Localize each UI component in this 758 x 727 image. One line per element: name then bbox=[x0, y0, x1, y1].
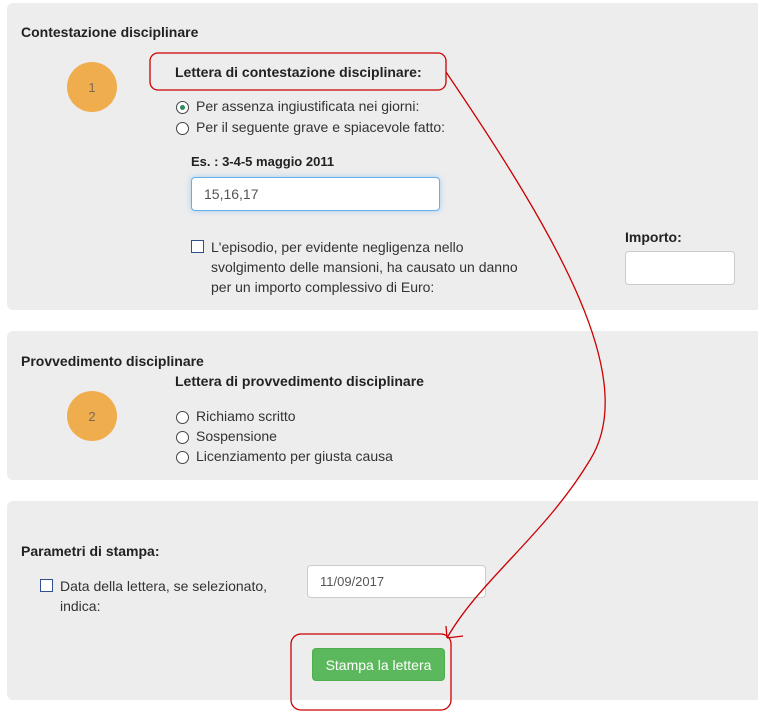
radio-fatto-label: Per il seguente grave e spiacevole fatto: bbox=[196, 119, 446, 135]
date-checkbox-row[interactable] bbox=[40, 576, 280, 616]
section1-title: Contestazione disciplinare bbox=[21, 24, 199, 40]
radio-richiamo-control[interactable] bbox=[176, 411, 189, 424]
radio-fatto[interactable] bbox=[176, 119, 445, 135]
step-1-badge: 1 bbox=[67, 62, 117, 112]
amount-input[interactable] bbox=[625, 251, 735, 285]
damage-checkbox-row[interactable] bbox=[191, 237, 531, 297]
radio-richiamo-label: Richiamo scritto bbox=[196, 408, 296, 424]
example-hint: Es. : 3-4-5 maggio 2011 bbox=[191, 154, 335, 169]
radio-assenza[interactable] bbox=[176, 98, 419, 114]
radio-sospensione-label: Sospensione bbox=[196, 428, 277, 444]
radio-licenziamento-control[interactable] bbox=[176, 451, 189, 464]
radio-assenza-control[interactable] bbox=[176, 101, 189, 114]
damage-checkbox-label: L'episodio, per evidente negligenza nello svolgimento delle mansioni, ha causato un danno per un importo complessivo di Euro: bbox=[211, 239, 518, 295]
section2-title: Provvedimento disciplinare bbox=[21, 353, 204, 369]
date-checkbox-label: Data della lettera, se selezionato, indica: bbox=[60, 578, 268, 614]
radio-licenziamento-label: Licenziamento per giusta causa bbox=[196, 448, 393, 464]
damage-checkbox[interactable] bbox=[191, 240, 204, 253]
date-checkbox[interactable] bbox=[40, 579, 53, 592]
provvedimento-subtitle: Lettera di provvedimento disciplinare bbox=[175, 373, 424, 389]
date-input[interactable] bbox=[307, 565, 486, 598]
step-2-badge: 2 bbox=[67, 391, 117, 441]
contestazione-subtitle: Lettera di contestazione disciplinare: bbox=[175, 64, 422, 80]
radio-licenziamento[interactable] bbox=[176, 448, 393, 464]
radio-richiamo[interactable] bbox=[176, 408, 296, 424]
print-letter-button[interactable]: Stampa la lettera bbox=[312, 648, 445, 681]
section3-title: Parametri di stampa: bbox=[21, 543, 160, 559]
radio-assenza-label: Per assenza ingiustificata nei giorni: bbox=[196, 98, 420, 114]
radio-sospensione[interactable] bbox=[176, 428, 277, 444]
amount-label: Importo: bbox=[625, 229, 682, 245]
radio-fatto-control[interactable] bbox=[176, 122, 189, 135]
days-input[interactable] bbox=[191, 177, 440, 211]
radio-sospensione-control[interactable] bbox=[176, 431, 189, 444]
